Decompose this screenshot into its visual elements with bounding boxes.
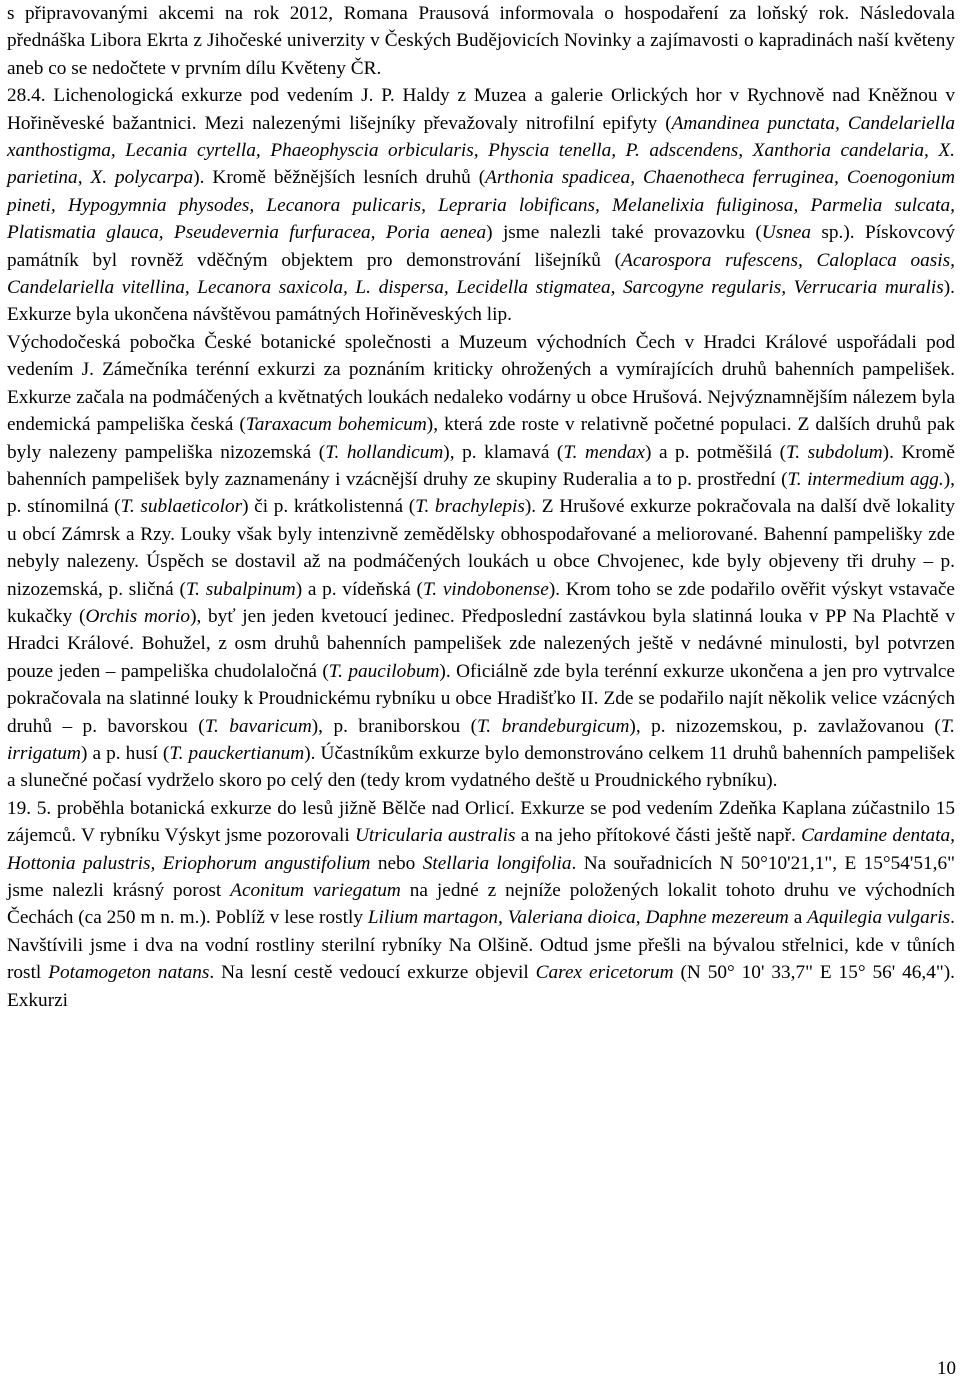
species-name-text: T. hollandicum xyxy=(325,441,444,463)
species-name-text: Potamogeton natans xyxy=(48,962,210,984)
species-name-text: Usnea xyxy=(761,222,812,244)
species-name-text: Utricularia australis xyxy=(354,825,516,847)
species-name-text: Stellaria longifolia xyxy=(422,852,572,874)
species-name-text: T. subalpinum xyxy=(185,578,296,600)
paragraph-text: ) a p. vídeňská ( xyxy=(295,578,423,600)
species-name-text: Aquilegia vulgaris xyxy=(807,907,951,929)
species-name-text: T. paucilobum xyxy=(328,660,440,682)
species-name-text: T. sublaeticolor xyxy=(120,496,243,518)
species-name-text: T. subdolum xyxy=(786,441,883,463)
paragraph-text: ). Kromě bahenních pampelišek byly zaznamenány i vzácnější druhy ze skupiny Ruderalia a to p. prostřední ( xyxy=(7,441,955,490)
paragraph-text: 19. 5. proběhla botanická exkurze do lesů jižně Bělče nad Orlicí. Exkurze se pod vedením Zdeňka Kaplana zúčastnilo 15 zájemců. V rybníku Výskyt jsme pozorovali xyxy=(7,797,955,847)
species-name-text: Carex ericetorum xyxy=(535,962,674,984)
species-name-text: Orchis morio xyxy=(85,605,191,627)
paragraph-text: ), p. klamavá ( xyxy=(443,441,564,463)
document-page xyxy=(7,0,955,1014)
species-name-text: Cardamine dentata, Hottonia palustris, Eriophorum angustifolium xyxy=(7,825,956,874)
species-name-text: Arthonia spadicea, Chaenotheca ferruginea, Coenogonium pineti, Hypogymnia physodes, Lecanora pulicaris, Lepraria lobificans, Melanelixia fuliginosa, Parmelia sulcata, Platismatia glauca, Pseudevernia furfuracea, Poria aenea xyxy=(7,167,955,244)
paragraph-belec-excursion xyxy=(7,795,955,1014)
paragraph-text: a na jeho přítokové části ještě např. xyxy=(515,825,802,847)
paragraph-text: Východočeská pobočka České botanické společnosti a Muzeum východních Čech v Hradci Králové uspořádali pod vedením J. Zámečníka terénní exkurzi za poznáním kriticky ohrožených a vymírajících druhů bahenních pampelišek. Exkurze začala na podmáčených a květnatých loukách nedaleko vodárny u obce Hrušová. Nejvýznamnějším nálezem byla endemická pampeliška česká ( xyxy=(7,331,955,436)
species-name-text: T. mendax xyxy=(563,441,645,463)
species-name-text: Taraxacum bohemicum xyxy=(245,414,427,436)
paragraph-text: sp.). Pískovcový památník byl rovněž vděčným objektem pro demonstrování lišejníků ( xyxy=(7,222,955,271)
paragraph-text: ), která zde roste v relativně početné populaci. Z dalších druhů pak byly nalezeny pampeliška nizozemská ( xyxy=(7,414,955,463)
paragraph-text: a xyxy=(788,907,808,929)
page-number: 10 xyxy=(937,1358,956,1379)
paragraph-text: ). Z Hrušové exkurze pokračovala na další dvě lokality u obcí Zámrsk a Rzy. Louky však byly intenzivně zemědělsky obhospodařované a meliorované. Bahenní pampelišky zde nebyly nalezeny. Úspěch se dostavil až na podmáčených loukách u obce Chvojenec, kde byly objeveny tři druhy – p. nizozemská, p. sličná ( xyxy=(7,496,955,600)
paragraph-text: ) a p. potměšilá ( xyxy=(644,441,786,463)
paragraph-text: ), byť jen jeden kvetoucí jedinec. Předposlední zastávkou byla slatinná louka v PP Na Plachtě v Hradci Králové. Bohužel, z osm druhů bahenních pampelišek zde nalezených ještě v nedávné minulosti, byl potvrzen pouze jeden – pampeliška chudolaločná ( xyxy=(7,605,955,682)
paragraph-text: nebo xyxy=(370,852,423,874)
paragraph-text: ), p. stínomilná ( xyxy=(7,468,955,518)
species-name-text: T. bavaricum xyxy=(204,715,312,737)
paragraph-dandelion-excursion xyxy=(7,329,955,795)
paragraph-text: ). Exkurze byla ukončena návštěvou památných Hořiněveských lip. xyxy=(7,277,955,326)
species-name-text: Amandinea punctata, Candelariella xanthostigma, Lecania cyrtella, Phaeophyscia orbicularis, Physcia tenella, P. adscendens, Xanthoria candelaria, X. parietina, X. polycarpa xyxy=(7,112,955,189)
species-name-text: Acarospora rufescens, Caloplaca oasis, Candelariella vitellina, Lecanora saxicola, L. dispersa, Lecidella stigmatea, Sarcogyne regularis, Verrucaria muralis xyxy=(7,249,955,299)
paragraph-text: ). Kromě běžnějších lesních druhů ( xyxy=(193,167,486,189)
species-name-text: T. pauckertianum xyxy=(169,742,305,764)
paragraph-annual-meeting xyxy=(7,0,955,82)
species-name-text: T. brandeburgicum xyxy=(477,715,630,737)
paragraph-text: (N 50° 10' 33,7" E 15° 56' 46,4"). Exkurzi xyxy=(7,962,955,1011)
species-name-text: Aconitum variegatum xyxy=(230,880,401,901)
paragraph-text: ). Krom toho se zde podařilo ověřit výskyt vstavače kukačky ( xyxy=(7,578,955,627)
paragraph-text: ) či p. krátkolistenná ( xyxy=(242,496,416,518)
species-name-text: T. irrigatum xyxy=(7,715,955,764)
paragraph-text: ). Oficiálně zde byla terénní exkurze ukončena a jen pro vytrvalce pokračovala na slatinné louky k Proudnickému rybníku u obce Hradišťko II. Zde se podařilo najít několik velice vzácných druhů – p. bavorskou ( xyxy=(7,660,955,737)
paragraph-text: na jedné z nejníže položených lokalit tohoto druhu ve východních Čechách (ca 250 m n. m.). Poblíž v lese rostly xyxy=(7,880,955,929)
paragraph-text: ), p. nizozemskou, p. zavlažovanou ( xyxy=(629,715,941,737)
paragraph-text: . Na lesní cestě vedoucí exkurze objevil xyxy=(209,962,536,984)
paragraph-text: ) jsme nalezli také provazovku ( xyxy=(486,222,762,244)
species-name-text: Lilium martagon, Valeriana dioica, Daphne mezereum xyxy=(367,907,789,929)
paragraph-text: ). Účastníkům exkurze bylo demonstrováno celkem 11 druhů bahenních pampelišek a slunečné počasí vydrželo skoro po celý den (tedy krom vydatného deště u Proudnického rybníku). xyxy=(7,742,955,792)
species-name-text: T. brachylepis xyxy=(415,496,525,518)
species-name-text: T. vindobonense xyxy=(422,578,549,600)
paragraph-text: . Navštívili jsme i dva na vodní rostliny sterilní rybníky Na Olšině. Odtud jsme přešli na bývalou střelnici, kde v tůních rostl xyxy=(7,907,955,984)
paragraph-text: ) a p. husí ( xyxy=(80,742,170,764)
paragraph-text: ), p. braniborskou ( xyxy=(311,715,478,737)
paragraph-text: . Na souřadnicích N 50°10'21,1", E 15°54'51,6" jsme nalezli krásný porost xyxy=(7,852,956,901)
paragraph-text: 28.4. Lichenologická exkurze pod vedením J. P. Haldy z Muzea a galerie Orlických hor v Rychnově nad Kněžnou v Hořiněveské bažantnici. Mezi nalezenými lišejníky převažovaly nitrofilní epifyty ( xyxy=(7,85,955,134)
paragraph-lichen-excursion xyxy=(7,82,955,329)
species-name-text: T. intermedium agg. xyxy=(787,468,944,490)
paragraph-text: s připravovanými akcemi na rok 2012, Romana Prausová informovala o hospodaření za loňský rok. Následovala přednáška Libora Ekrta z Jihočeské univerzity v Českých Budějovicích Novinky a zajímavosti o kapradinách naší květeny aneb co se nedočtete v prvním dílu Květeny ČR. xyxy=(7,3,955,79)
